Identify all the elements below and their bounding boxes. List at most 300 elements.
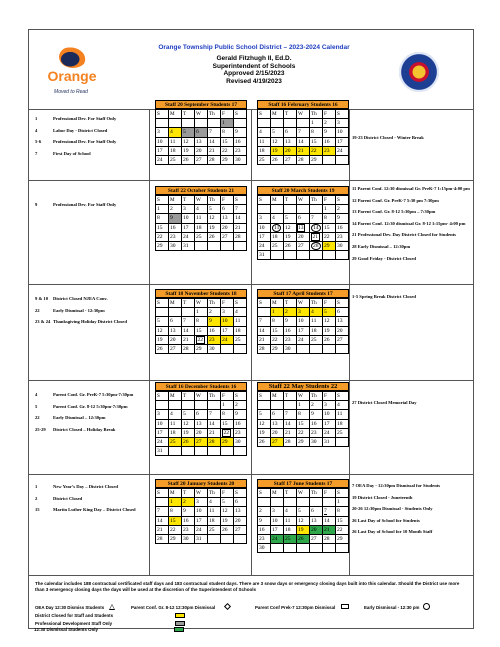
calendar-day: 2 [323,119,336,128]
divider [29,380,473,381]
calendar-day: 26 [182,155,195,164]
divider [29,474,473,475]
day-of-week: F [221,299,234,308]
calendar-day: 9 [208,317,221,326]
day-of-week: S [336,196,349,205]
calendar-day: 18 [169,146,182,155]
month-header: Staff 20 March Students 19 [257,186,349,195]
note-text: Parent Conf. Gr. PreK-7 5:30pm-7:30pm [53,392,134,397]
day-of-week: Th [310,110,323,119]
note-item [35,392,143,397]
calendar-day: 1 [323,205,336,214]
calendar-day [169,447,182,456]
calendar-day: 15 [169,516,182,525]
calendar-day [234,534,247,543]
dismiss-swatch [174,627,184,632]
calendar-day: 20 [195,146,208,155]
calendar-day: 6 [310,507,323,516]
calendar-day: 6 [169,317,182,326]
calendar-day [195,401,208,410]
notes-february [352,135,470,147]
note-item [35,128,143,133]
calendar-day: 30 [208,344,221,353]
day-of-week: T [284,489,297,498]
calendar-day: 25 [169,155,182,164]
calendar-day [297,119,310,128]
calendar-day: 25 [310,335,323,344]
calendar-day: 30 [336,241,349,250]
calendar-day: 2 [182,498,195,507]
calendar-day: 13 [234,507,247,516]
calendar-day: 10 [297,317,310,326]
note-text: Professional Dev. For Staff Only [53,116,117,121]
calendar-day: 24 [336,146,349,155]
calendar-october [155,186,247,251]
calendar-day: 24 [221,335,234,344]
calendar-day: 17 [271,525,284,534]
calendar-day: 28 [208,155,221,164]
superintendent-name: Gerald Fitzhugh II, Ed.D. [216,55,292,62]
day-of-week: S [234,299,247,308]
square-icon [341,604,349,609]
divider [29,284,473,285]
day-of-week: M [271,489,284,498]
day-of-week: T [284,110,297,119]
note-item: 26 Last Day of School for Students [352,517,420,523]
calendar-day: 16 [336,223,349,232]
calendar-day: 31 [195,534,208,543]
calendar-day [208,119,221,128]
calendar-day: 22 [297,428,310,437]
calendar-day [297,251,310,260]
calendar-day: 15 [297,419,310,428]
calendar-day: 13 [221,214,234,223]
calendar-day: 2 [234,401,247,410]
calendar-day [284,119,297,128]
calendar-day: 25 [169,437,182,446]
calendar-may [257,382,349,447]
calendar-day: 23 [182,525,195,534]
calendar-day: 7 [208,410,221,419]
calendar-day: 12 [271,137,284,146]
calendar-day [323,344,336,353]
note-item: 13 Parent Conf. Gr. 8-12 5:30pm – 7:30pm [352,209,436,215]
day-of-week: S [258,110,271,119]
day-of-week: F [221,392,234,401]
calendar-day: 18 [234,326,247,335]
calendar-january [155,479,247,544]
calendar-day: 20 [297,232,310,241]
calendar-day [258,498,271,507]
calendar-day: 2 [169,205,182,214]
day-of-week: S [258,392,271,401]
calendar-day: 7 [208,128,221,137]
calendar-day: 13 [271,419,284,428]
calendar-day: 3 [323,401,336,410]
calendar-day: 14 [234,214,247,223]
calendar-day [271,205,284,214]
day-of-week: Th [310,392,323,401]
logo-word: Orange [47,68,97,84]
calendar-day: 20 [195,428,208,437]
calendar-day [258,205,271,214]
calendar-day: 22 [323,232,336,241]
superintendent-info [129,55,379,85]
note-item [35,151,143,156]
calendar-day: 20 [310,525,323,534]
calendar-february [257,100,349,165]
calendar-day: 17 [195,516,208,525]
calendar-day: 4 [169,410,182,419]
note-text: District Closed – Holiday Break [53,426,116,432]
day-of-week: S [156,299,169,308]
calendar-day [208,241,221,250]
note-item: 19 District Closed - Juneteenth [352,494,413,500]
calendar-day [221,241,234,250]
calendar-day: 28 [284,437,297,446]
note-item [35,116,143,121]
day-of-week: Th [208,299,221,308]
calendar-day: 28 [208,437,221,446]
calendar-day: 3 [336,119,349,128]
calendar-day [195,447,208,456]
calendar-day [284,205,297,214]
calendar-day: 13 [195,137,208,146]
day-of-week: S [336,110,349,119]
notes-november [35,296,143,331]
calendar-day: 12 [258,419,271,428]
calendar-day: 23 [310,428,323,437]
calendar-day: 12 [284,223,297,232]
calendar-day: 17 [156,428,169,437]
calendar-day [234,241,247,250]
calendar-day: 19 [182,146,195,155]
note-text: District Closed NJEA Conv. [53,296,108,301]
note-text: New Year’s Day – District Closed [53,484,118,489]
note-date: 15 [35,507,40,512]
day-of-week: M [271,110,284,119]
calendar-day: 22 [169,525,182,534]
calendar-day [284,544,297,553]
day-of-week: S [336,392,349,401]
calendar-day [208,534,221,543]
calendar-day: 31 [323,437,336,446]
calendar-day: 12 [221,507,234,516]
calendar-day: 3 [271,507,284,516]
calendar-day: 10 [156,419,169,428]
calendar-day: 21 [284,428,297,437]
note-item [35,202,143,207]
calendar-day: 1 [169,498,182,507]
day-of-week: W [195,392,208,401]
calendar-day: 27 [234,525,247,534]
calendar-day: 21 [258,335,271,344]
day-of-week: T [182,489,195,498]
calendar-day: 29 [221,437,234,446]
calendar-day: 21 [297,146,310,155]
calendar-day [271,251,284,260]
calendar-day: 21 [323,525,336,534]
calendar-day: 9 [169,214,182,223]
day-of-week: W [195,196,208,205]
calendar-day [195,119,208,128]
month-header: Staff 16 February Students 16 [257,100,349,109]
calendar-day: 10 [195,507,208,516]
day-of-week: W [297,489,310,498]
calendar-day: 9 [336,214,349,223]
calendar-day: 11 [195,214,208,223]
calendar-day: 4 [271,214,284,223]
calendar-day: 9 [284,317,297,326]
day-of-week: T [182,196,195,205]
legend-dismiss: 12:30 Dismissal Students Only [34,627,98,632]
calendar-day: 22 [271,335,284,344]
note-item [35,404,143,409]
calendar-day [221,534,234,543]
calendar-day: 31 [258,251,271,260]
calendar-day [156,401,169,410]
legend-early: Early Dismissal - 12:30 pm [364,605,420,610]
profdev-swatch [175,621,185,626]
calendar-day [323,251,336,260]
month-header: Staff 18 November Students 18 [155,289,247,298]
note-date: 9 [35,202,38,207]
calendar-day: 5 [323,308,336,317]
calendar-day: 7 [297,128,310,137]
calendar-day: 2 [336,205,349,214]
calendar-day: 19 [284,232,297,241]
day-of-week: T [284,392,297,401]
calendar-day: 4 [284,507,297,516]
calendar-day: 28 [156,534,169,543]
calendar-day: 14 [208,419,221,428]
calendar-april [257,289,349,354]
note-item [35,484,143,489]
calendar-day [336,251,349,260]
calendar-day [271,401,284,410]
circle-icon [423,603,430,610]
day-of-week: F [221,196,234,205]
note-item [35,308,143,313]
calendar-day: 12 [156,326,169,335]
calendar-day [234,119,247,128]
calendar-day: 22 [310,146,323,155]
calendar-day: 10 [221,317,234,326]
calendar-day: 25 [336,428,349,437]
calendar-day: 7 [310,214,323,223]
calendar-day: 30 [234,437,247,446]
calendar-day: 30 [234,155,247,164]
day-of-week: W [297,110,310,119]
calendar-day: 26 [271,155,284,164]
calendar-day: 25 [195,232,208,241]
calendar-day: 6 [271,410,284,419]
calendar-day [323,498,336,507]
calendar-day: 27 [297,241,310,250]
calendar-day: 10 [182,214,195,223]
calendar-day: 25 [284,534,297,543]
legend-profdev: Professional Development Staff Only [35,621,113,626]
calendar-day [182,401,195,410]
calendar-day: 8 [195,317,208,326]
calendar-day: 20 [284,146,297,155]
calendar-day: 21 [182,335,195,344]
calendar-day: 6 [336,308,349,317]
calendar-day: 13 [336,317,349,326]
diamond-icon [224,603,231,610]
day-of-week: F [323,489,336,498]
calendar-day [169,401,182,410]
calendar-day: 21 [208,146,221,155]
note-text: First Day of School [53,150,91,156]
calendar-day: 27 [195,437,208,446]
calendar-day: 16 [310,419,323,428]
calendar-day [310,205,323,214]
calendar-day [297,205,310,214]
calendar-day: 1 [156,205,169,214]
calendar-day: 18 [336,419,349,428]
calendar-day: 19 [297,525,310,534]
calendar-day: 30 [258,544,271,553]
calendar-day: 6 [195,410,208,419]
calendar-day [297,498,310,507]
calendar-header [29,30,473,110]
calendar-day: 21 [208,428,221,437]
legend-pc812: Parent Conf. Gr. 8-12 12:30pm Dismissal [131,605,216,610]
note-text: Parent Conf. Gr. 8-12 5:30pm-7:30pm [53,403,128,409]
calendar-day: 11 [258,137,271,146]
calendar-day: 13 [169,326,182,335]
calendar-december [155,382,247,456]
calendar-day [258,308,271,317]
calendar-day [310,251,323,260]
calendar-day: 27 [310,534,323,543]
calendar-day: 7 [234,205,247,214]
month-header: Staff 16 December Students 16 [155,382,247,391]
revised-date: Revised 4/19/2023 [226,77,282,85]
day-of-week: S [336,299,349,308]
calendar-day: 12 [182,137,195,146]
calendar-day [336,344,349,353]
calendar-day [336,544,349,553]
day-of-week: T [182,299,195,308]
note-text: Thanksgiving Holiday District Closed [53,319,127,324]
calendar-day: 11 [208,507,221,516]
calendar-day: 22 [336,525,349,534]
calendar-day: 15 [195,326,208,335]
day-of-week: F [323,110,336,119]
calendar-day [284,401,297,410]
day-of-week: S [258,489,271,498]
calendar-day: 24 [156,437,169,446]
calendar-day: 2 [310,401,323,410]
calendar-day [221,344,234,353]
calendar-day [323,155,336,164]
calendar-page [28,29,474,629]
calendar-day [284,498,297,507]
calendar-day [182,308,195,317]
calendar-day: 26 [182,437,195,446]
calendar-november [155,289,247,354]
calendar-day: 18 [169,428,182,437]
calendar-day: 3 [297,308,310,317]
orange-logo [39,44,101,104]
calendar-day [258,401,271,410]
day-of-week: S [336,489,349,498]
calendar-day: 15 [271,326,284,335]
note-item [35,427,143,432]
calendar-day: 18 [284,525,297,534]
calendar-day: 8 [297,410,310,419]
calendar-day: 8 [169,507,182,516]
month-header: Staff 22 October Students 21 [155,186,247,195]
note-text: Early Dismissal – 12:30pm [53,415,106,420]
calendar-day: 3 [156,410,169,419]
day-of-week: S [156,392,169,401]
day-of-week: M [169,110,182,119]
calendar-day: 16 [234,419,247,428]
calendar-june [257,479,349,553]
month-header: Staff 17 April Students 17 [257,289,349,298]
calendar-day: 5 [208,205,221,214]
calendar-day: 28 [297,155,310,164]
calendar-day: 28 [182,344,195,353]
note-text: Early Dismissal - 12:30pm [53,307,105,313]
notes-december [35,392,143,438]
note-date: 25-29 [35,426,46,432]
note-item [35,496,143,501]
calendar-day: 24 [323,428,336,437]
calendar-day: 26 [323,335,336,344]
day-of-week: S [258,299,271,308]
calendar-day: 18 [271,232,284,241]
calendar-day: 19 [182,428,195,437]
calendar-day [297,544,310,553]
day-of-week: S [234,110,247,119]
calendar-day: 3 [195,498,208,507]
calendar-day: 6 [234,498,247,507]
calendar-day: 14 [297,137,310,146]
calendar-day: 25 [271,241,284,250]
calendar-day: 20 [221,223,234,232]
day-of-week: T [284,196,297,205]
calendar-day: 26 [221,525,234,534]
calendar-day: 17 [182,223,195,232]
calendar-day: 20 [169,335,182,344]
day-of-week: M [271,299,284,308]
calendar-day: 19 [271,146,284,155]
day-of-week: Th [208,489,221,498]
calendar-day: 6 [297,214,310,223]
day-of-week: M [169,299,182,308]
superintendent-title: Superintendent of Schools [212,62,296,70]
calendar-day: 6 [284,128,297,137]
calendar-day: 30 [182,534,195,543]
note-item: 28 Early Dismissal – 12:30pm [352,243,411,249]
calendar-day: 17 [297,326,310,335]
calendar-day: 9 [258,516,271,525]
calendar-day: 27 [221,232,234,241]
calendar-day: 3 [156,128,169,137]
calendar-day: 3 [258,214,271,223]
calendar-day: 29 [156,241,169,250]
day-of-week: F [221,110,234,119]
calendar-day: 29 [271,344,284,353]
calendar-day: 4 [336,401,349,410]
calendar-day: 31 [156,447,169,456]
calendar-day: 26 [297,534,310,543]
notes-june [352,483,470,541]
